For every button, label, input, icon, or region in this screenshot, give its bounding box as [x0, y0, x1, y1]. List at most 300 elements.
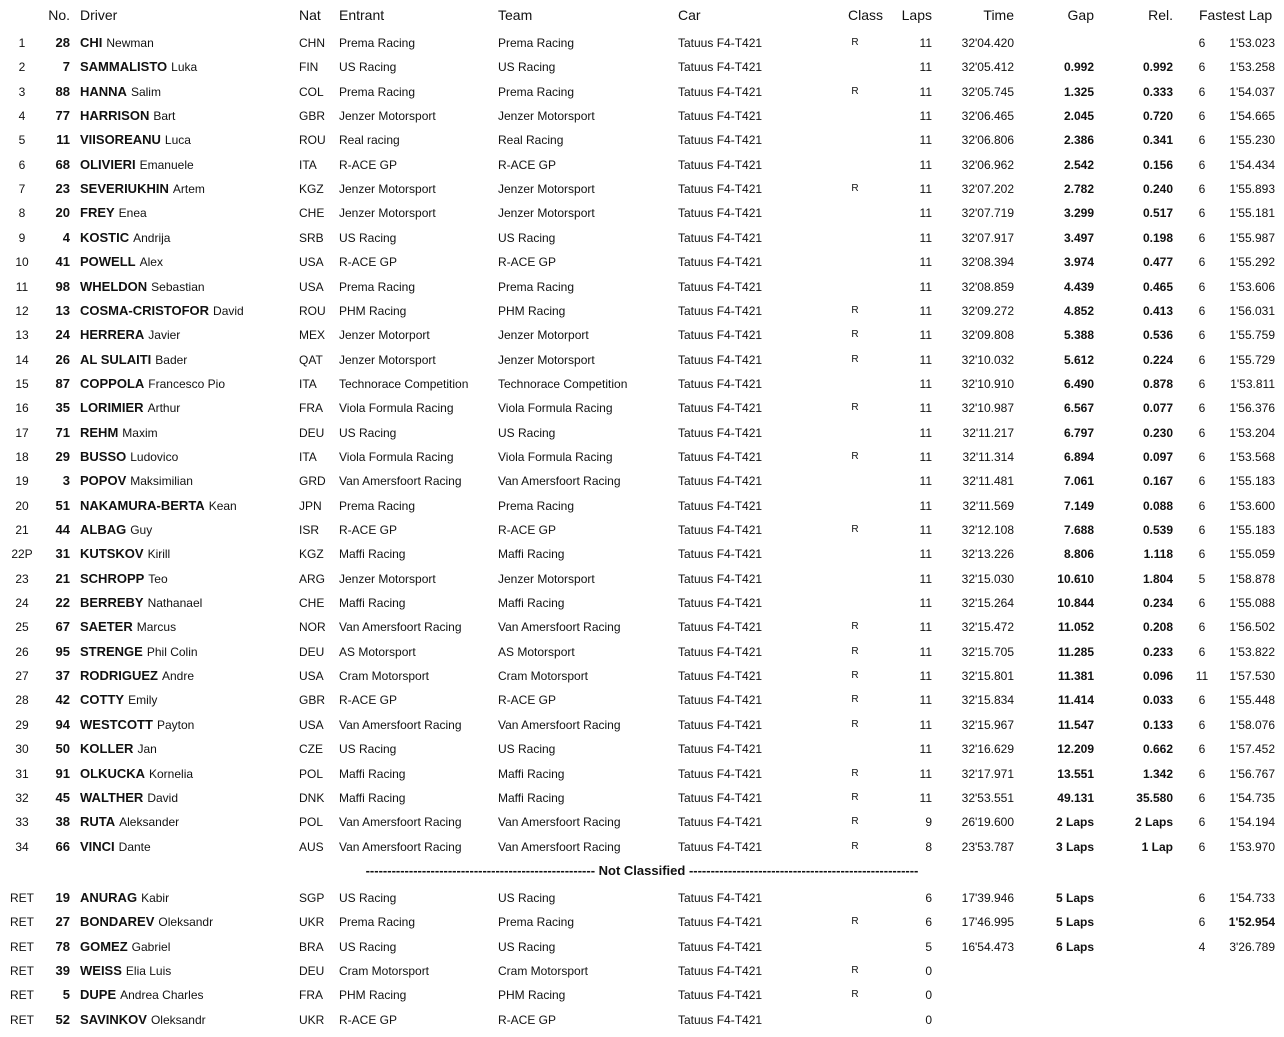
driver-cell [80, 153, 194, 177]
team-cell: US Racing [498, 230, 556, 245]
table-row [0, 591, 1284, 615]
gap-cell: 49.131 [1057, 790, 1094, 805]
laps-cell: 11 [919, 547, 932, 562]
table-row [0, 615, 1284, 639]
entrant-cell: Prema Racing [339, 279, 416, 294]
driver-first-name: Phil Colin [146, 644, 198, 659]
nationality-cell: ITA [299, 449, 317, 464]
header-entrant: Entrant [339, 7, 385, 23]
car-cell: Tatuus F4-T421 [678, 964, 763, 979]
laps-cell: 11 [919, 596, 932, 611]
nationality-cell: DEU [299, 964, 325, 979]
car-cell: Tatuus F4-T421 [678, 790, 763, 805]
team-cell: Jenzer Motorport [498, 328, 589, 343]
car-cell: Tatuus F4-T421 [678, 303, 763, 318]
nationality-cell: KGZ [299, 182, 324, 197]
rel-cell: 0.198 [1142, 230, 1173, 245]
nationality-cell: GBR [299, 693, 326, 708]
table-row [0, 153, 1284, 177]
nationality-cell: COL [299, 84, 324, 99]
laps-cell: 11 [919, 84, 932, 99]
time-cell: 23'53.787 [961, 839, 1014, 854]
gap-cell: 13.551 [1057, 766, 1094, 781]
laps-cell: 11 [919, 328, 932, 343]
header-nat: Nat [299, 7, 321, 23]
car-cell: Tatuus F4-T421 [678, 596, 763, 611]
fastest-lap-number-cell: 6 [1198, 620, 1206, 635]
driver-first-name: Artem [172, 182, 205, 197]
laps-cell: 11 [919, 523, 932, 537]
car-cell: Tatuus F4-T421 [678, 376, 763, 391]
driver-last-name: BUSSO [80, 448, 127, 464]
position-cell: 20 [15, 498, 29, 513]
gap-cell: 5.388 [1063, 328, 1094, 343]
gap-cell: 2.782 [1063, 182, 1094, 197]
fastest-lap-number-cell: 6 [1198, 693, 1206, 708]
fastest-lap-number-cell: 4 [1198, 939, 1206, 954]
entrant-cell: R-ACE GP [339, 693, 398, 708]
driver-last-name: REHM [80, 424, 119, 440]
laps-cell: 11 [919, 669, 932, 684]
car-cell: Tatuus F4-T421 [678, 474, 763, 489]
driver-first-name: Alex [139, 255, 163, 270]
nationality-cell: BRA [299, 939, 324, 954]
fastest-lap-time-cell: 1'57.530 [1229, 669, 1275, 684]
car-cell: Tatuus F4-T421 [678, 644, 763, 659]
fastest-lap-time-cell: 1'53.606 [1229, 279, 1275, 294]
entrant-cell: AS Motorsport [339, 644, 416, 659]
entrant-cell: Viola Formula Racing [339, 401, 454, 416]
fastest-lap-time-cell: 1'55.183 [1229, 523, 1275, 537]
fastest-lap-number-cell: 6 [1198, 891, 1206, 905]
table-row [0, 664, 1284, 688]
team-cell: Prema Racing [498, 84, 575, 99]
rel-cell: 1.118 [1143, 547, 1173, 562]
driver-last-name: ALBAG [80, 522, 127, 537]
laps-cell: 11 [919, 571, 932, 586]
laps-cell: 11 [919, 717, 932, 732]
car-number-cell: 11 [56, 132, 70, 148]
fastest-lap-time-cell: 1'55.059 [1229, 547, 1275, 562]
car-cell: Tatuus F4-T421 [678, 328, 763, 343]
team-cell: Maffi Racing [498, 547, 565, 562]
car-cell: Tatuus F4-T421 [678, 36, 763, 50]
gap-cell: 2.386 [1063, 133, 1094, 148]
table-row [0, 299, 1284, 323]
gap-cell: 10.844 [1057, 596, 1094, 611]
team-cell: Prema Racing [498, 36, 575, 50]
driver-first-name: Jan [137, 742, 157, 757]
car-number-cell: 19 [55, 890, 70, 905]
nationality-cell: ISR [299, 523, 320, 537]
time-cell: 32'53.551 [961, 790, 1014, 805]
fastest-lap-number-cell: 6 [1198, 206, 1206, 221]
time-cell: 32'10.032 [961, 352, 1014, 367]
team-cell: Jenzer Motorsport [498, 352, 595, 367]
driver-cell [80, 250, 163, 274]
rel-cell: 0.033 [1142, 693, 1173, 708]
position-cell: 11 [15, 279, 29, 294]
fastest-lap-number-cell: 6 [1198, 790, 1206, 805]
car-number-cell: 39 [55, 963, 70, 979]
table-row [0, 910, 1284, 934]
table-row [0, 323, 1284, 347]
table-row [0, 201, 1284, 225]
position-cell: 19 [15, 474, 29, 489]
driver-cell [80, 201, 147, 225]
car-number-cell: 51 [55, 497, 70, 513]
laps-cell: 11 [919, 230, 932, 245]
driver-first-name: Elia Luis [125, 964, 172, 979]
class-cell: R [851, 450, 859, 462]
time-cell: 32'11.569 [962, 498, 1014, 513]
time-cell: 32'10.987 [961, 401, 1014, 416]
driver-cell [80, 128, 191, 152]
car-cell: Tatuus F4-T421 [678, 620, 763, 635]
time-cell: 32'15.472 [961, 620, 1014, 635]
entrant-cell: US Racing [339, 939, 397, 954]
team-cell: Cram Motorsport [498, 669, 589, 684]
car-cell: Tatuus F4-T421 [678, 425, 763, 440]
gap-cell: 6 Laps [1055, 939, 1094, 954]
team-cell: US Racing [498, 939, 556, 954]
entrant-cell: Real racing [339, 133, 400, 148]
entrant-cell: Jenzer Motorsport [339, 206, 436, 221]
driver-last-name: ANURAG [80, 890, 138, 905]
gap-cell: 6.894 [1063, 449, 1094, 464]
team-cell: US Racing [498, 742, 556, 757]
fastest-lap-number-cell: 6 [1198, 352, 1206, 367]
table-row [0, 518, 1284, 542]
car-cell: Tatuus F4-T421 [678, 523, 763, 537]
header-gap: Gap [1067, 7, 1094, 23]
nationality-cell: POL [299, 766, 324, 781]
entrant-cell: Technorace Competition [339, 376, 469, 391]
gap-cell: 10.610 [1057, 571, 1094, 586]
nationality-cell: FIN [299, 60, 319, 75]
team-cell: PHM Racing [498, 303, 566, 318]
driver-last-name: RUTA [80, 814, 116, 830]
rel-cell: 0.208 [1142, 620, 1173, 635]
time-cell: 32'15.967 [961, 717, 1014, 732]
car-cell: Tatuus F4-T421 [678, 717, 763, 732]
driver-first-name: Emanuele [139, 157, 194, 172]
time-cell: 32'05.745 [961, 84, 1014, 99]
position-cell: 6 [18, 157, 26, 172]
rel-cell: 0.077 [1142, 401, 1173, 416]
nationality-cell: ROU [299, 133, 326, 148]
time-cell: 32'11.314 [962, 449, 1014, 464]
car-cell: Tatuus F4-T421 [678, 157, 763, 172]
fastest-lap-number-cell: 6 [1198, 596, 1206, 611]
class-cell: R [851, 767, 859, 779]
table-row [0, 640, 1284, 664]
car-number-cell: 45 [55, 789, 70, 805]
entrant-cell: Van Amersfoort Racing [339, 717, 462, 732]
driver-last-name: RODRIGUEZ [80, 668, 158, 684]
fastest-lap-number-cell: 6 [1198, 133, 1206, 148]
fastest-lap-number-cell: 6 [1198, 449, 1206, 464]
team-cell: Maffi Racing [498, 596, 565, 611]
laps-cell: 11 [919, 60, 932, 75]
class-cell: R [851, 183, 859, 195]
position-cell: 29 [15, 717, 29, 732]
time-cell: 32'10.910 [961, 376, 1014, 391]
driver-last-name: DUPE [80, 987, 117, 1003]
nationality-cell: USA [299, 669, 324, 684]
driver-last-name: KOLLER [80, 741, 134, 757]
driver-cell [80, 713, 194, 737]
driver-first-name: Kirill [147, 547, 171, 562]
rel-cell: 0.097 [1142, 449, 1173, 464]
entrant-cell: Prema Racing [339, 915, 416, 930]
driver-first-name: Bader [155, 352, 188, 367]
car-cell: Tatuus F4-T421 [678, 498, 763, 513]
car-number-cell: 68 [55, 156, 70, 172]
fastest-lap-time-cell: 3'26.789 [1229, 939, 1275, 954]
class-cell: R [851, 694, 859, 706]
car-cell: Tatuus F4-T421 [678, 449, 763, 464]
position-cell: 32 [15, 790, 29, 805]
laps-cell: 11 [919, 742, 932, 757]
table-row [0, 31, 1284, 55]
position-cell: 22P [11, 547, 33, 562]
driver-last-name: WEISS [80, 963, 122, 979]
car-number-cell: 24 [55, 327, 70, 343]
nationality-cell: ITA [299, 376, 317, 391]
team-cell: R-ACE GP [498, 157, 557, 172]
time-cell: 17'39.946 [961, 891, 1014, 905]
fastest-lap-number-cell: 6 [1198, 109, 1206, 124]
driver-first-name: Sebastian [151, 279, 205, 294]
driver-first-name: Kean [208, 498, 237, 513]
class-cell: R [851, 645, 859, 657]
nationality-cell: FRA [299, 988, 323, 1003]
car-number-cell: 87 [55, 375, 70, 391]
car-number-cell: 21 [55, 570, 70, 586]
time-cell: 32'09.808 [961, 328, 1014, 343]
car-cell: Tatuus F4-T421 [678, 915, 763, 930]
time-cell: 32'05.412 [961, 60, 1014, 75]
car-cell: Tatuus F4-T421 [678, 206, 763, 221]
nationality-cell: KGZ [299, 547, 324, 562]
car-cell: Tatuus F4-T421 [678, 84, 763, 99]
car-number-cell: 26 [55, 351, 70, 367]
time-cell: 17'46.995 [961, 915, 1014, 930]
team-cell: R-ACE GP [498, 693, 557, 708]
rel-cell: 0.536 [1142, 328, 1173, 343]
fastest-lap-time-cell: 1'54.037 [1229, 84, 1275, 99]
gap-cell: 8.806 [1063, 547, 1094, 562]
position-cell: 12 [15, 303, 29, 318]
gap-cell: 11.547 [1057, 717, 1094, 732]
fastest-lap-number-cell: 6 [1198, 425, 1206, 440]
nationality-cell: POL [299, 815, 324, 830]
car-number-cell: 22 [55, 595, 70, 611]
driver-first-name: Francesco Pio [148, 376, 225, 391]
car-cell: Tatuus F4-T421 [678, 742, 763, 757]
driver-cell [80, 810, 179, 834]
nationality-cell: USA [299, 255, 324, 270]
driver-cell [80, 688, 157, 712]
driver-cell [80, 348, 187, 372]
table-row [0, 567, 1284, 591]
nationality-cell: CZE [299, 742, 323, 757]
driver-last-name: COTTY [80, 692, 125, 708]
fastest-lap-time-cell: 1'58.878 [1229, 571, 1275, 586]
fastest-lap-number-cell: 6 [1198, 401, 1206, 416]
class-cell: R [851, 85, 859, 97]
car-number-cell: 42 [55, 692, 70, 708]
car-number-cell: 94 [55, 716, 70, 732]
rel-cell: 0.156 [1142, 157, 1173, 172]
fastest-lap-time-cell: 1'56.031 [1229, 303, 1275, 318]
table-row [0, 810, 1284, 834]
car-number-cell: 50 [55, 741, 70, 757]
rel-cell: 0.234 [1142, 596, 1173, 611]
laps-cell: 11 [919, 693, 932, 708]
laps-cell: 11 [919, 498, 932, 513]
rel-cell: 0.167 [1142, 474, 1173, 489]
time-cell: 32'07.719 [961, 206, 1014, 221]
position-cell: 25 [15, 620, 29, 635]
time-cell: 32'08.859 [961, 279, 1014, 294]
position-cell: 23 [15, 571, 29, 586]
rel-cell: 35.580 [1136, 790, 1173, 805]
entrant-cell: Prema Racing [339, 36, 416, 50]
entrant-cell: Viola Formula Racing [339, 449, 454, 464]
car-number-cell: 37 [55, 668, 70, 684]
rel-cell: 0.230 [1142, 425, 1173, 440]
car-number-cell: 3 [62, 473, 70, 489]
rel-cell: 2 Laps [1134, 815, 1173, 830]
table-row [0, 737, 1284, 761]
time-cell: 32'15.030 [961, 571, 1014, 586]
gap-cell: 5.612 [1063, 352, 1094, 367]
car-number-cell: 95 [55, 643, 70, 659]
rel-cell: 0.662 [1142, 742, 1173, 757]
table-row [0, 786, 1284, 810]
class-cell: R [851, 989, 859, 1001]
driver-last-name: KOSTIC [80, 229, 130, 245]
position-cell: RET [10, 1012, 34, 1027]
time-cell: 32'15.801 [961, 669, 1014, 684]
rel-cell: 0.720 [1142, 109, 1173, 124]
fastest-lap-number-cell: 6 [1198, 644, 1206, 659]
table-row [0, 688, 1284, 712]
fastest-lap-number-cell: 6 [1198, 376, 1206, 391]
team-cell: Jenzer Motorsport [498, 109, 595, 124]
team-cell: Maffi Racing [498, 790, 565, 805]
rel-cell: 0.233 [1142, 644, 1173, 659]
class-cell: R [851, 402, 859, 414]
table-row [0, 396, 1284, 420]
entrant-cell: R-ACE GP [339, 255, 398, 270]
time-cell: 32'13.226 [961, 547, 1014, 562]
fastest-lap-time-cell: 1'55.759 [1229, 328, 1275, 343]
driver-first-name: Aleksander [119, 815, 180, 830]
entrant-cell: US Racing [339, 425, 397, 440]
car-number-cell: 88 [55, 83, 70, 99]
car-number-cell: 71 [55, 424, 70, 440]
rel-cell: 0.333 [1142, 84, 1173, 99]
fastest-lap-time-cell: 1'53.811 [1230, 376, 1275, 391]
car-cell: Tatuus F4-T421 [678, 133, 763, 148]
car-number-cell: 78 [55, 938, 70, 954]
class-cell: R [851, 718, 859, 730]
driver-last-name: LORIMIER [80, 400, 144, 416]
time-cell: 32'11.217 [962, 425, 1014, 440]
table-row [0, 177, 1284, 201]
position-cell: 7 [18, 182, 26, 197]
driver-last-name: NAKAMURA-BERTA [80, 497, 205, 513]
driver-first-name: Guy [130, 523, 153, 537]
gap-cell: 3.974 [1063, 255, 1094, 270]
position-cell: RET [10, 939, 34, 954]
fastest-lap-number-cell: 6 [1198, 523, 1206, 537]
car-cell: Tatuus F4-T421 [678, 571, 763, 586]
fastest-lap-time-cell: 1'54.194 [1229, 815, 1275, 830]
table-header [0, 3, 1284, 27]
class-cell: R [851, 840, 859, 852]
car-cell: Tatuus F4-T421 [678, 891, 763, 905]
fastest-lap-number-cell: 6 [1198, 839, 1206, 854]
driver-cell [80, 542, 170, 566]
car-cell: Tatuus F4-T421 [678, 939, 763, 954]
team-cell: Van Amersfoort Racing [498, 717, 621, 732]
rel-cell: 0.096 [1142, 669, 1173, 684]
time-cell: 32'06.806 [961, 133, 1014, 148]
car-number-cell: 28 [55, 35, 70, 50]
header-laps: Laps [901, 7, 932, 23]
laps-cell: 11 [919, 474, 932, 489]
driver-last-name: HANNA [80, 83, 127, 99]
rel-cell: 0.341 [1142, 133, 1173, 148]
fastest-lap-number-cell: 6 [1198, 303, 1206, 318]
driver-cell [80, 983, 204, 1007]
team-cell: PHM Racing [498, 988, 566, 1003]
position-cell: 9 [18, 230, 26, 245]
gap-cell: 6.490 [1063, 376, 1094, 391]
driver-cell [80, 886, 169, 910]
driver-last-name: COPPOLA [80, 375, 145, 391]
team-cell: R-ACE GP [498, 255, 557, 270]
driver-first-name: Bart [153, 109, 176, 124]
car-number-cell: 31 [55, 546, 70, 562]
laps-cell: 0 [925, 988, 932, 1003]
rel-cell: 0.133 [1142, 717, 1173, 732]
rel-cell: 1.804 [1142, 571, 1173, 586]
table-row [0, 494, 1284, 518]
laps-cell: 11 [919, 36, 932, 50]
driver-first-name: Marcus [136, 620, 177, 635]
gap-cell: 3 Laps [1055, 839, 1094, 854]
class-cell: R [851, 304, 859, 316]
driver-cell [80, 959, 171, 983]
car-number-cell: 5 [62, 987, 70, 1003]
laps-cell: 8 [925, 839, 932, 854]
laps-cell: 11 [919, 401, 932, 416]
table-row [0, 104, 1284, 128]
driver-last-name: VIISOREANU [80, 132, 161, 148]
position-cell: 3 [18, 84, 26, 99]
gap-cell: 5 Laps [1055, 915, 1094, 930]
laps-cell: 11 [919, 279, 932, 294]
nationality-cell: GBR [299, 109, 326, 124]
laps-cell: 0 [925, 964, 932, 979]
car-number-cell: 41 [55, 254, 70, 270]
driver-cell [80, 396, 180, 420]
